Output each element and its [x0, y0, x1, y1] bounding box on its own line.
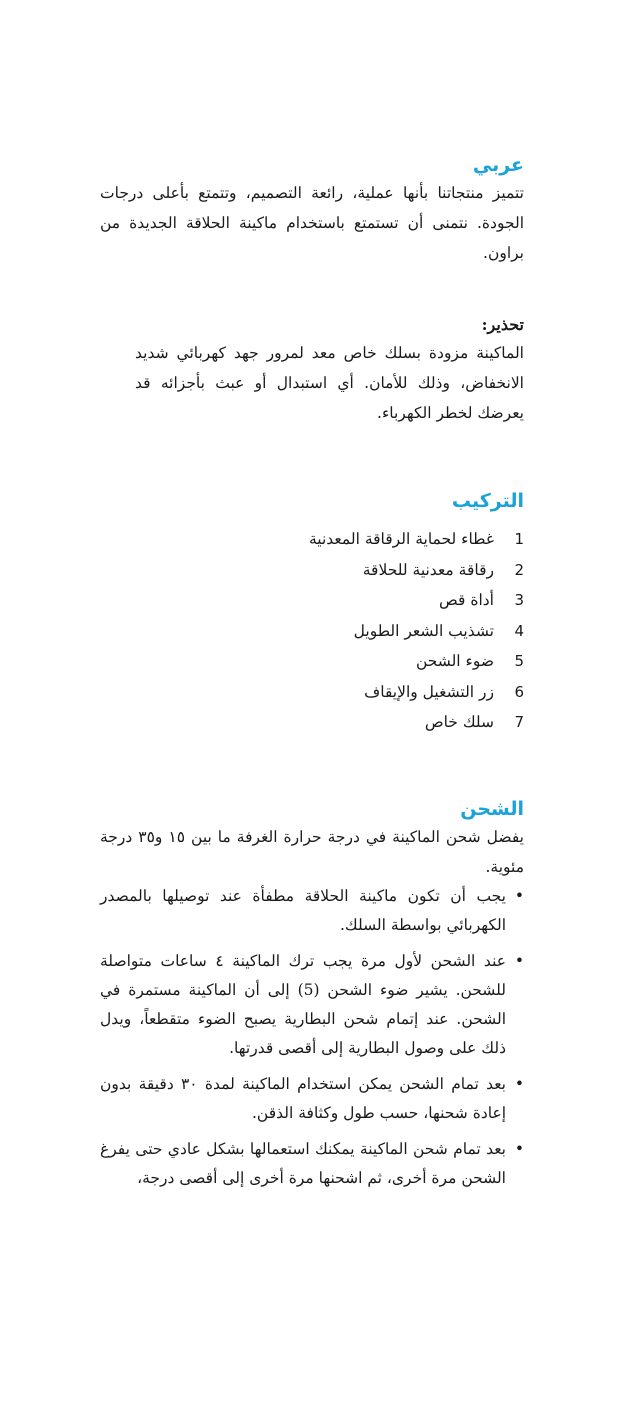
charging-bullet-text: بعد تمام شحن الماكينة يمكنك استعمالها بشكل عادي حتى يفرغ الشحن مرة أخرى، ثم اشحنها مرة أخرى إلى أقصى درجة،	[100, 1140, 506, 1187]
part-number: 7	[514, 713, 524, 731]
intro-text: تتميز منتجاتنا بأنها عملية، رائعة التصميم، وتتمتع بأعلى درجات الجودة. نتمنى أن تستمتع باستخدام ماكينة الحلاقة الجديدة من براون.	[100, 184, 524, 262]
part-label: زر التشغيل والإيقاف	[364, 682, 494, 701]
charging-heading: الشحن	[460, 798, 524, 820]
part-label: أداة قص	[439, 591, 494, 609]
part-label: غطاء لحماية الرقاقة المعدنية	[309, 530, 494, 548]
part-item	[100, 616, 524, 647]
part-number: 5	[514, 652, 524, 670]
part-number: 6	[514, 682, 524, 701]
charging-bullet-text: عند الشحن لأول مرة يجب ترك الماكينة ٤ ساعات متواصلة للشحن. يشير ضوء الشحن (5) إلى أن الماكينة مستمرة في الشحن. عند إتمام شحن البطارية يصبح الضوء متقطعاً، ويدل ذلك على وصول البطارية إلى أقصى قدرتها.	[100, 952, 506, 1057]
bullet-icon: •	[514, 1075, 524, 1093]
bullet-icon: •	[514, 952, 524, 970]
part-item	[100, 677, 524, 708]
part-number: 1	[514, 530, 524, 548]
assembly-heading: التركيب	[451, 490, 524, 512]
part-label: رقاقة معدنية للحلاقة	[362, 560, 494, 579]
charging-bullet-text: يجب أن تكون ماكينة الحلاقة مطفأة عند توصيلها بالمصدر الكهربائي بواسطة السلك.	[100, 887, 506, 934]
warning-heading: تحذير:	[481, 315, 524, 334]
bullet-icon: •	[514, 887, 524, 905]
part-number: 3	[514, 591, 524, 609]
intro-heading: عربي	[472, 154, 524, 176]
parts-list	[100, 524, 524, 738]
assembly-section	[100, 488, 524, 738]
part-item	[100, 585, 524, 616]
bullet-icon: •	[514, 1140, 524, 1158]
part-item	[100, 646, 524, 677]
charging-bullet	[100, 947, 524, 1063]
warning-text: الماكينة مزودة بسلك خاص معد لمرور جهد كهربائي شديد الانخفاض، وذلك للأمان. أي استبدال أو عبث بأجزائه قد يعرضك لخطر الكهرباء.	[135, 344, 524, 422]
charging-section	[100, 796, 524, 1200]
charging-bullet	[100, 1135, 524, 1193]
part-number: 4	[514, 621, 524, 640]
part-item	[100, 524, 524, 555]
warning-section	[135, 312, 524, 428]
part-label: سلك خاص	[424, 713, 494, 731]
part-item	[100, 707, 524, 738]
charging-intro: يفضل شحن الماكينة في درجة حرارة الغرفة ما بين ١٥ و٣٥ درجة مئوية.	[100, 828, 524, 876]
part-item	[100, 555, 524, 586]
part-label: ضوء الشحن	[415, 652, 494, 670]
charging-bullet	[100, 1070, 524, 1128]
intro-section	[100, 152, 524, 268]
charging-bullet	[100, 882, 524, 940]
part-label: تشذيب الشعر الطويل	[353, 621, 494, 640]
part-number: 2	[514, 560, 524, 579]
charging-bullet-text: بعد تمام الشحن يمكن استخدام الماكينة لمدة ٣٠ دقيقة بدون إعادة شحنها، حسب طول وكثافة الذقن.	[100, 1075, 506, 1122]
charging-bullet-list	[100, 882, 524, 1193]
